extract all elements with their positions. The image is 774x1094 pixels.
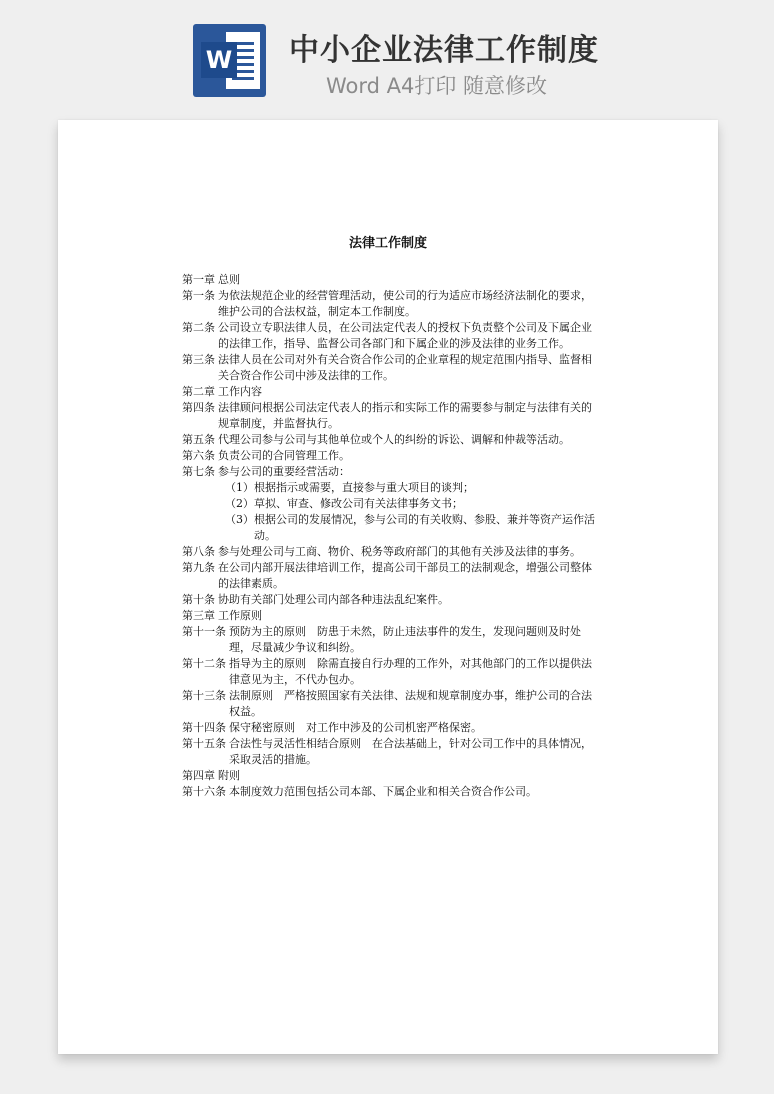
article-label: 第三条 bbox=[182, 353, 215, 366]
article-line bbox=[182, 544, 602, 560]
list-item bbox=[182, 512, 602, 544]
article-text: 法律人员在公司对外有关合资合作公司的企业章程的规定范围内指导、监督相关合资合作公司中涉及法律的工作。 bbox=[218, 353, 592, 382]
article-label: 第二章 bbox=[182, 385, 215, 398]
banner-title: 中小企业法律工作制度 bbox=[289, 33, 599, 68]
document-page bbox=[58, 120, 718, 1054]
article-label: 第七条 bbox=[182, 465, 215, 478]
article-text: 保守秘密原则 对工作中涉及的公司机密严格保密。 bbox=[229, 721, 482, 734]
article-label: 第三章 bbox=[182, 609, 215, 622]
article-label: 第六条 bbox=[182, 449, 215, 462]
article-label: 第十二条 bbox=[182, 657, 226, 670]
word-icon bbox=[193, 24, 266, 97]
article-label: 第十四条 bbox=[182, 721, 226, 734]
article-line bbox=[182, 272, 602, 288]
article-line bbox=[182, 432, 602, 448]
article-label: 第十条 bbox=[182, 593, 215, 606]
article-text: 工作原则 bbox=[218, 609, 262, 622]
article-text: 代理公司参与公司与其他单位或个人的纠纷的诉讼、调解和仲裁等活动。 bbox=[218, 433, 570, 446]
article-line bbox=[182, 320, 602, 352]
article-line bbox=[182, 736, 602, 768]
article-text: 根据公司的发展情况，参与公司的有关收购、参股、兼并等资产运作活动。 bbox=[254, 513, 595, 542]
article-line bbox=[182, 784, 602, 800]
article-text: 本制度效力范围包括公司本部、下属企业和相关合资合作公司。 bbox=[229, 785, 537, 798]
article-label: 第九条 bbox=[182, 561, 215, 574]
article-label: 第五条 bbox=[182, 433, 215, 446]
article-line bbox=[182, 560, 602, 592]
article-label: 第十三条 bbox=[182, 689, 226, 702]
article-label: 第四条 bbox=[182, 401, 215, 414]
article-line bbox=[182, 768, 602, 784]
article-text: 根据指示或需要，直接参与重大项目的谈判； bbox=[254, 481, 474, 494]
article-label: （1） bbox=[225, 481, 254, 494]
article-label: 第八条 bbox=[182, 545, 215, 558]
article-text: 负责公司的合同管理工作。 bbox=[218, 449, 350, 462]
list-item bbox=[182, 496, 602, 512]
article-text: 参与处理公司与工商、物价、税务等政府部门的其他有关涉及法律的事务。 bbox=[218, 545, 581, 558]
article-text: 工作内容 bbox=[218, 385, 262, 398]
article-line bbox=[182, 656, 602, 688]
article-label: 第一章 bbox=[182, 273, 215, 286]
article-label: 第十六条 bbox=[182, 785, 226, 798]
article-line bbox=[182, 400, 602, 432]
article-line bbox=[182, 624, 602, 656]
banner bbox=[0, 0, 774, 118]
article-line bbox=[182, 592, 602, 608]
article-line bbox=[182, 688, 602, 720]
article-text: 预防为主的原则 防患于未然，防止违法事件的发生，发现问题则及时处理，尽量减少争议和纠纷。 bbox=[229, 625, 581, 654]
article-label: 第一条 bbox=[182, 289, 215, 302]
article-line bbox=[182, 288, 602, 320]
article-label: 第十一条 bbox=[182, 625, 226, 638]
article-text: 总则 bbox=[218, 273, 240, 286]
article-text: 在公司内部开展法律培训工作，提高公司干部员工的法制观念，增强公司整体的法律素质。 bbox=[218, 561, 592, 590]
article-label: 第四章 bbox=[182, 769, 215, 782]
article-label: 第十五条 bbox=[182, 737, 226, 750]
article-line bbox=[182, 448, 602, 464]
document-body bbox=[182, 272, 602, 800]
list-item bbox=[182, 480, 602, 496]
article-label: 第二条 bbox=[182, 321, 215, 334]
article-text: 法制原则 严格按照国家有关法律、法规和规章制度办事，维护公司的合法权益。 bbox=[229, 689, 592, 718]
article-text: 草拟、审查、修改公司有关法律事务文书； bbox=[254, 497, 463, 510]
word-letter: W bbox=[201, 42, 237, 78]
article-text: 参与公司的重要经营活动： bbox=[218, 465, 350, 478]
article-line bbox=[182, 464, 602, 480]
article-line bbox=[182, 384, 602, 400]
article-text: 公司设立专职法律人员，在公司法定代表人的授权下负责整个公司及下属企业的法律工作，指导、监督公司各部门和下属企业的涉及法律的业务工作。 bbox=[218, 321, 592, 350]
article-text: 附则 bbox=[218, 769, 240, 782]
article-label: （3） bbox=[225, 513, 254, 526]
document-title: 法律工作制度 bbox=[348, 236, 427, 251]
article-text: 指导为主的原则 除需直接自行办理的工作外，对其他部门的工作以提供法律意见为主，不代办包办。 bbox=[229, 657, 592, 686]
article-label: （2） bbox=[225, 497, 254, 510]
article-line bbox=[182, 608, 602, 624]
article-text: 协助有关部门处理公司内部各种违法乱纪案件。 bbox=[218, 593, 449, 606]
article-text: 为依法规范企业的经营管理活动，使公司的行为适应市场经济法制化的要求，维护公司的合法权益，制定本工作制度。 bbox=[218, 289, 592, 318]
article-text: 法律顾问根据公司法定代表人的指示和实际工作的需要参与制定与法律有关的规章制度，并监督执行。 bbox=[218, 401, 592, 430]
article-text: 合法性与灵活性相结合原则 在合法基础上，针对公司工作中的具体情况，采取灵活的措施。 bbox=[229, 737, 592, 766]
article-line bbox=[182, 352, 602, 384]
banner-subtitle: Word A4打印 随意修改 bbox=[326, 74, 548, 98]
article-line bbox=[182, 720, 602, 736]
